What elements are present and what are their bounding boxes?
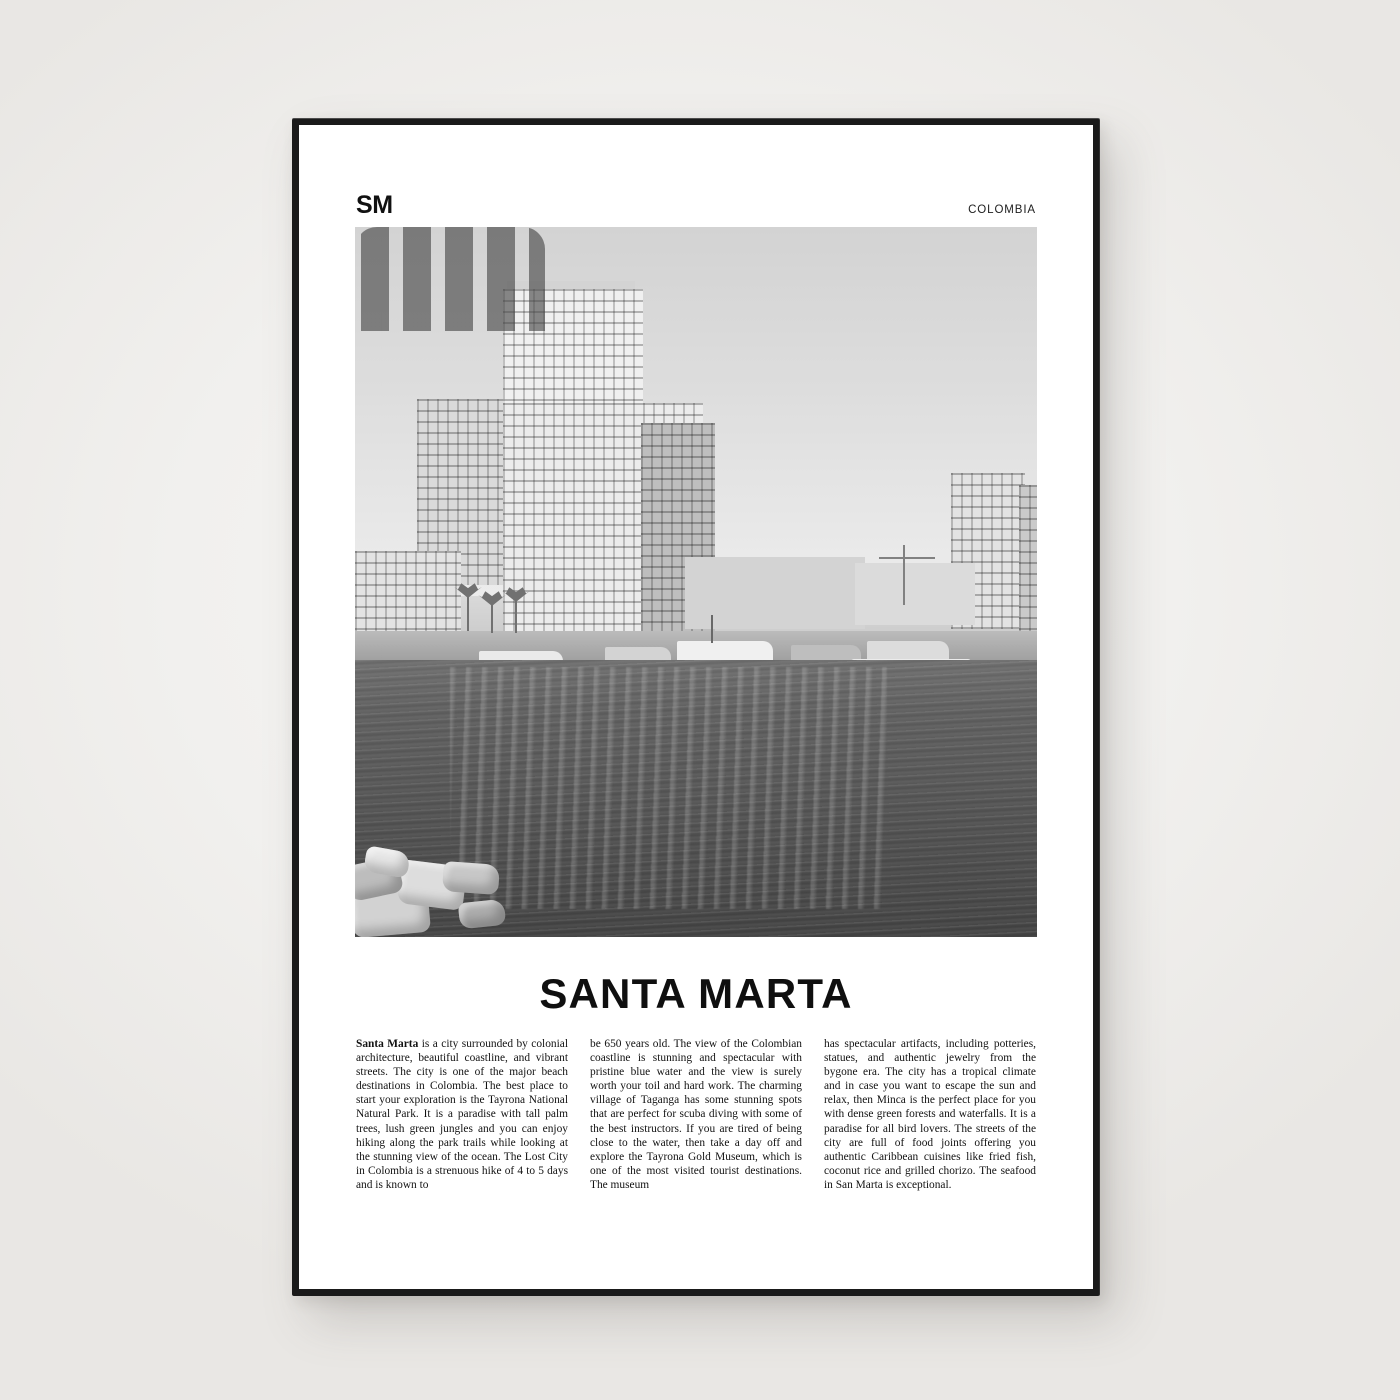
poster-title: SANTA MARTA xyxy=(539,970,853,1017)
photo-rocks xyxy=(355,827,517,937)
photo-crane-arm xyxy=(879,557,935,559)
poster-header xyxy=(355,193,1037,218)
poster-lead-bold: Santa Marta xyxy=(356,1038,419,1050)
photo-composition xyxy=(355,227,1037,937)
poster-country-label: COLOMBIA xyxy=(968,204,1036,216)
photo-antenna xyxy=(903,545,905,605)
photo-boat-mast xyxy=(711,615,713,643)
poster-brand-mark: SM xyxy=(356,191,393,219)
poster-lead-rest: is a city surrounded by colonial architecture, beautiful coastline, and vibrant streets. The city is one of the major beach destinations in Colombia. The best place to start your exploration is the Tayrona National Natural Park. It is a paradise with tall palm trees, lush green jungles and you can enjoy hiking along the park trails while looking at the stunning view of the ocean. The Lost City in Colombia is a strenuous hike of 4 to 5 days and is known to xyxy=(356,1038,568,1191)
photo-building-low-right xyxy=(855,563,975,625)
poster-paper xyxy=(299,125,1093,1289)
photo-palm-tree xyxy=(467,591,469,631)
photo-palm-tree xyxy=(515,595,517,633)
photo-building-right-block-2 xyxy=(1019,485,1037,631)
poster-body-columns xyxy=(355,1037,1037,1192)
poster-photograph xyxy=(355,227,1037,937)
poster-column-1 xyxy=(356,1037,568,1192)
photo-palm-tree xyxy=(491,599,493,633)
poster-column-2: be 650 years old. The view of the Colombian coastline is stunning and spectacular with pristine blue water and the view is surely worth your toil and hard work. The charming village of Taganga has some stunning spots that are perfect for scuba diving with some of the best instructors. If you are tired of being close to the water, then take a day off and explore the Tayrona Gold Museum, which is one of the most visited tourist destinations. The museum xyxy=(590,1038,802,1191)
photo-building-hotel-arches xyxy=(355,227,545,331)
photo-rock xyxy=(458,899,506,930)
photo-rock xyxy=(442,861,500,895)
poster-column-3: has spectacular artifacts, including potteries, statues, and authentic jewelry from the bygone era. The city has a tropical climate and in case you want to escape the sun and relax, then Minca is the perfect place for you with dense green forests and waterfalls. It is a paradise for all bird lovers. The streets of the city are full of food joints offering you authentic Caribbean cuisines like fried fish, coconut rice and grilled chorizo. The seafood in San Marta is exceptional. xyxy=(824,1038,1036,1191)
